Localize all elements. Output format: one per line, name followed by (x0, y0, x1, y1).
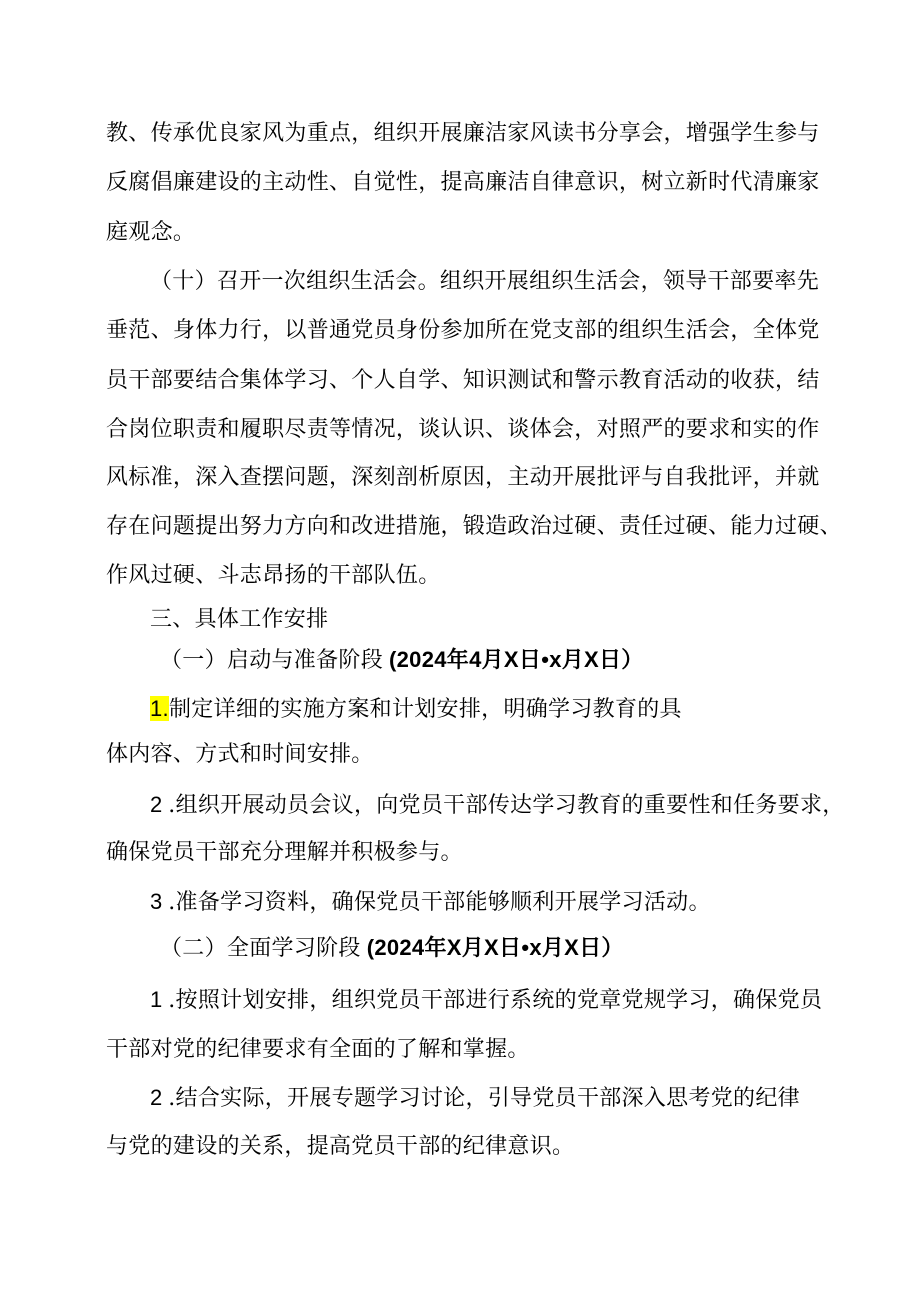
item-number: 1 (150, 987, 163, 1012)
list-item (150, 790, 845, 821)
paragraph-line: 垂范、身体力行，以普通党员身份参加所在党支部的组织生活会，全体党 (106, 318, 820, 343)
item-number: 2 (150, 792, 163, 817)
phase-title-date: (2024年4月X日•x月X日） (389, 647, 644, 672)
item-number-highlighted: 1. (150, 696, 169, 721)
list-item (150, 985, 822, 1016)
section-heading: 三、具体工作安排 (150, 607, 329, 632)
phase-title (160, 645, 644, 676)
item-text: .准备学习资料，确保党员干部能够顺利开展学习活动。 (168, 890, 711, 915)
paragraph-line: 合岗位职责和履职尽责等情况，谈认识、谈体会，对照严的要求和实的作 (106, 417, 820, 442)
item-number: 3 (150, 889, 163, 914)
item-number: 2 (150, 1085, 163, 1110)
paragraph-line: 教、传承优良家风为重点，组织开展廉洁家风读书分享会，增强学生参与 (106, 121, 820, 146)
list-item (150, 694, 682, 725)
list-item (150, 887, 711, 918)
paragraph-line: 员干部要结合集体学习、个人自学、知识测试和警示教育活动的收获，结 (106, 368, 820, 393)
paragraph-line: 干部对党的纪律要求有全面的了解和掌握。 (106, 1037, 530, 1062)
paragraph-line: 与党的建设的关系，提高党员干部的纪律意识。 (106, 1134, 575, 1159)
phase-title-date: (2024年X月X日•x月X日） (366, 935, 624, 960)
paragraph-line: 作风过硬、斗志昂扬的干部队伍。 (106, 563, 441, 588)
paragraph-line: 反腐倡廉建设的主动性、自觉性，提高廉洁自律意识，树立新时代清廉家 (106, 170, 820, 195)
paragraph-line: 存在问题提出努力方向和改进措施，锻造政治过硬、责任过硬、能力过硬、 (106, 514, 842, 539)
item-text: .按照计划安排，组织党员干部进行系统的党章党规学习，确保党员 (168, 988, 823, 1013)
phase-title-prefix: （一）启动与准备阶段 (160, 648, 384, 673)
phase-title-prefix: （二）全面学习阶段 (160, 936, 361, 961)
paragraph-line: 体内容、方式和时间安排。 (106, 742, 374, 767)
paragraph-line: 庭观念。 (106, 220, 196, 245)
list-item (150, 1083, 800, 1114)
item-text: .结合实际，开展专题学习讨论，引导党员干部深入思考党的纪律 (168, 1086, 800, 1111)
phase-title (160, 933, 624, 964)
paragraph-line: 确保党员干部充分理解并积极参与。 (106, 840, 463, 865)
item-text: .组织开展动员会议，向党员干部传达学习教育的重要性和任务要求， (168, 793, 845, 818)
paragraph-line: 风标准，深入查摆问题，深刻剖析原因，主动开展批评与自我批评，并就 (106, 465, 820, 490)
paragraph-line: （十）召开一次组织生活会。组织开展组织生活会，领导干部要率先 (150, 269, 820, 294)
item-text: 制定详细的实施方案和计划安排，明确学习教育的具 (168, 697, 682, 722)
